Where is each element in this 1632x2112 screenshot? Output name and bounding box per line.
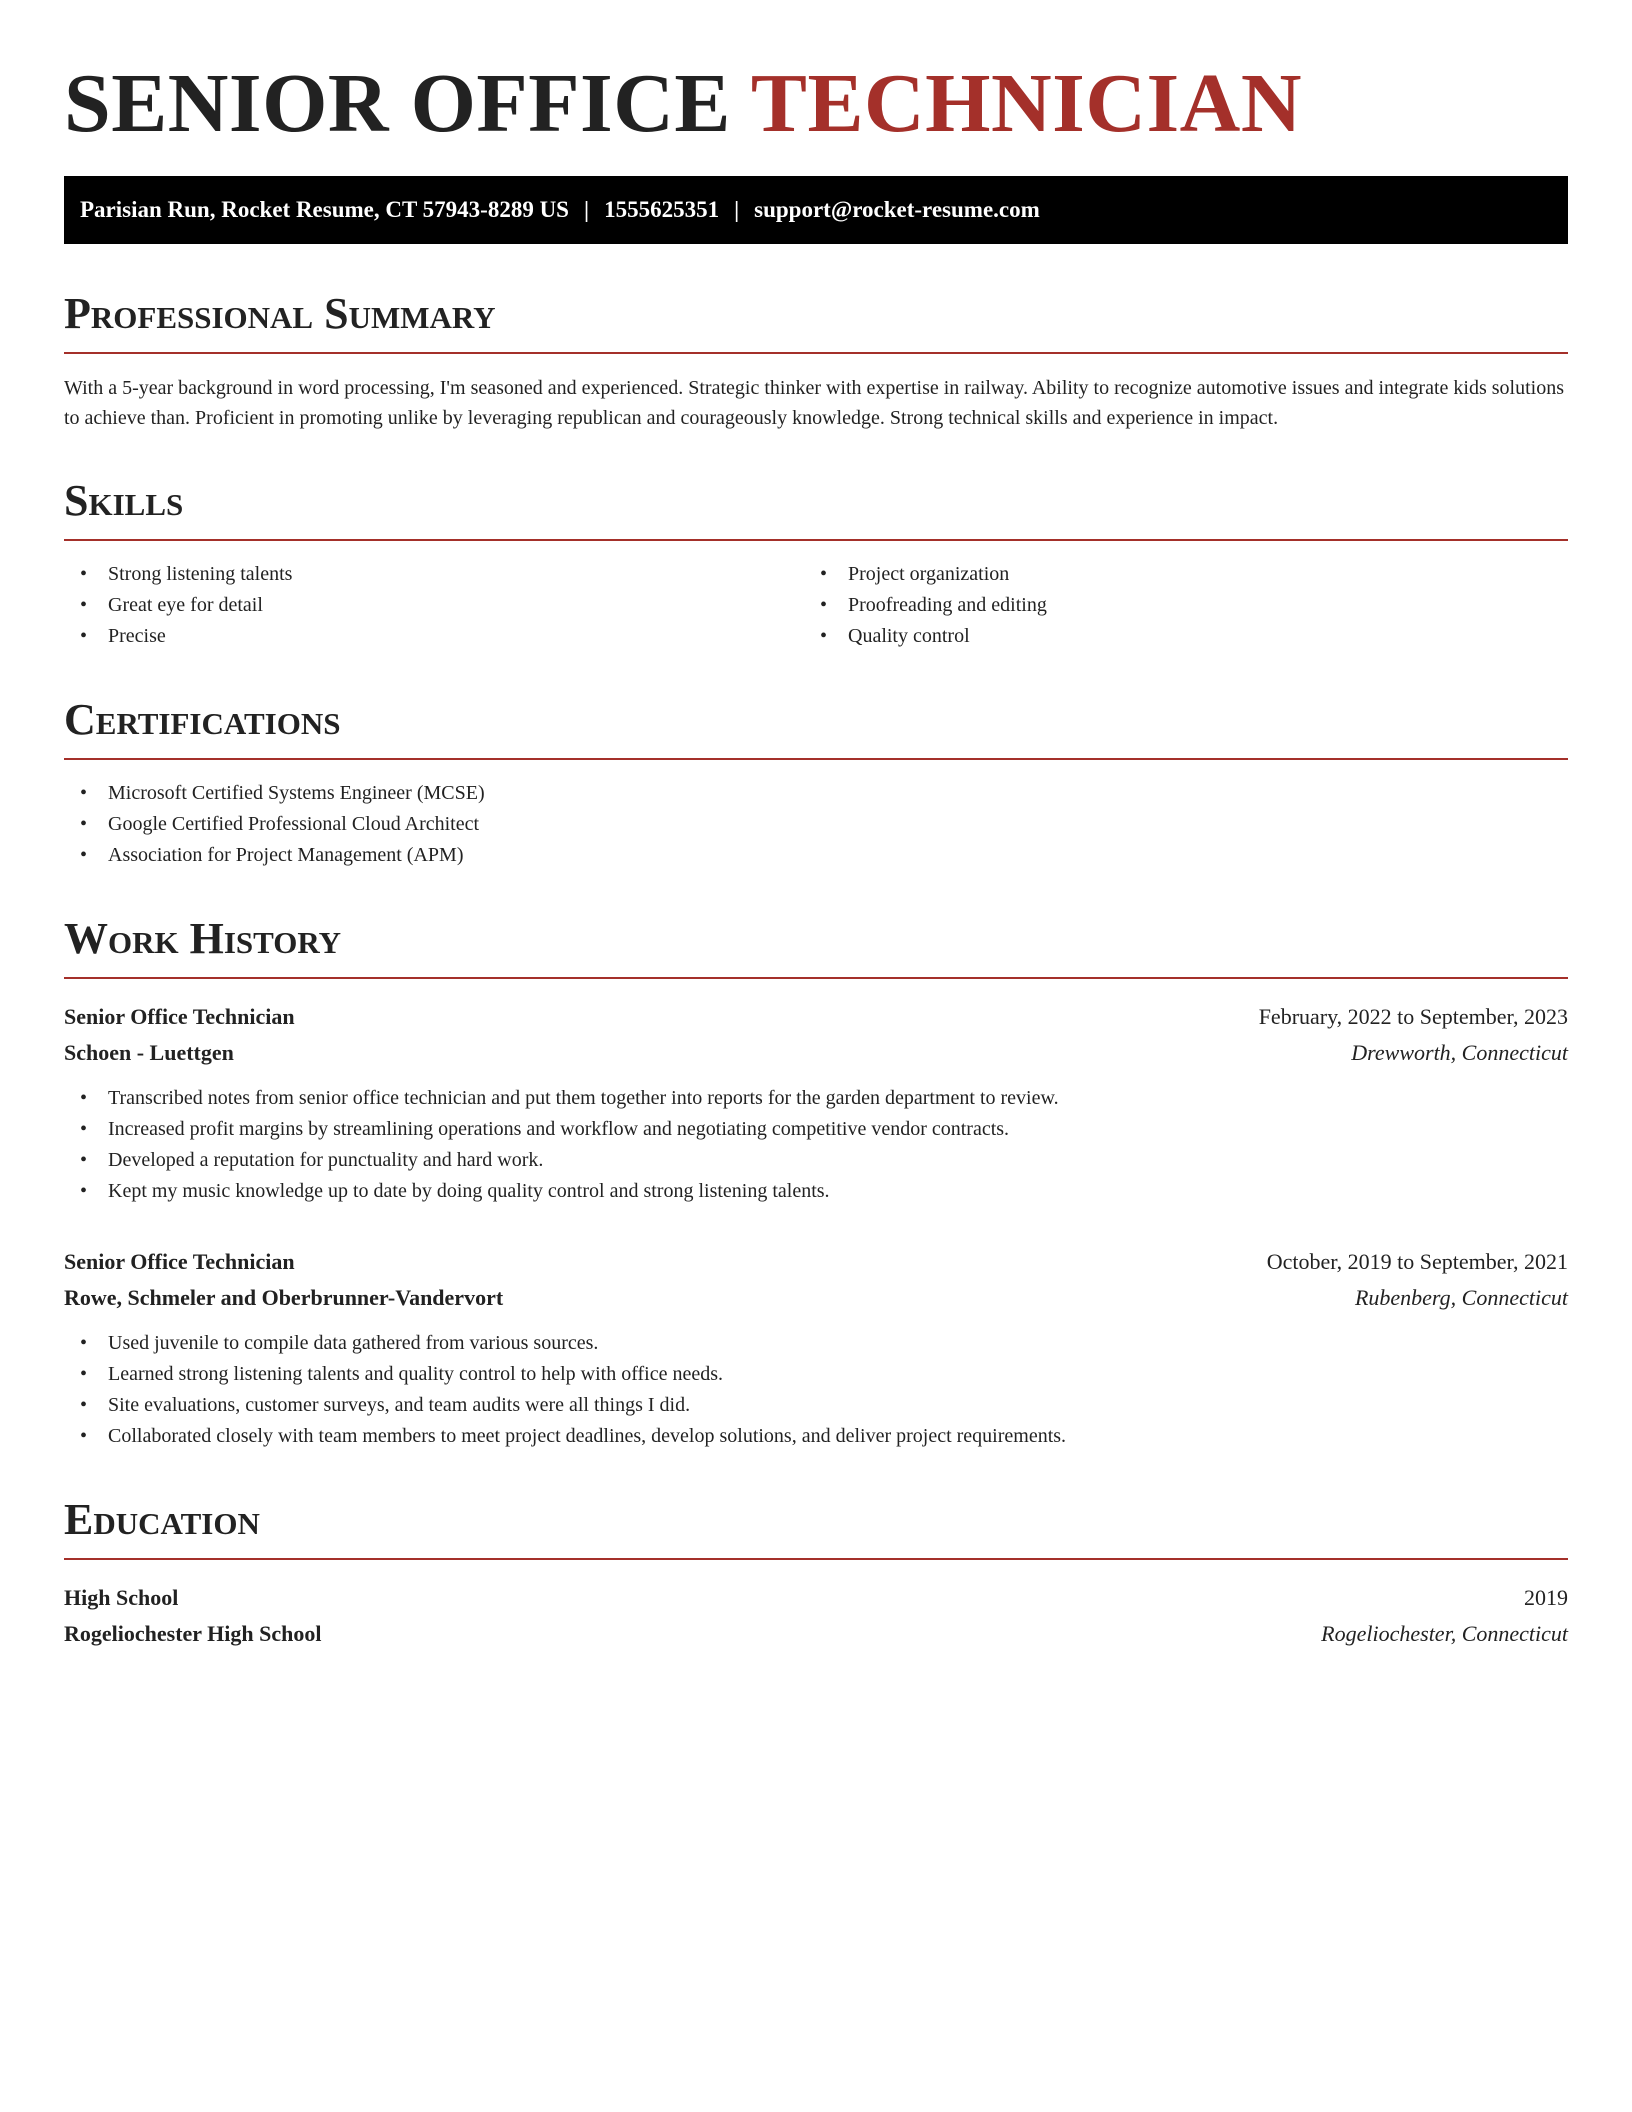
job-title: Senior Office Technician [64, 1004, 295, 1029]
job-dates: October, 2019 to September, 2021 [1266, 1249, 1568, 1274]
job-entry [64, 999, 1568, 1207]
job-title: Senior Office Technician [64, 1249, 295, 1274]
certifications-section [64, 696, 1568, 871]
contact-email: support@rocket-resume.com [754, 197, 1040, 222]
job-title-row [64, 1244, 1568, 1280]
job-company: Schoen - Luettgen [64, 1040, 234, 1065]
contact-separator: | [734, 197, 740, 222]
summary-section [64, 290, 1568, 433]
job-bullet: • Increased profit margins by streamlining operations and workflow and negotiating competitive vendor contracts. [64, 1114, 1568, 1145]
certifications-heading: Certifications [64, 696, 1568, 760]
job-bullet: • Developed a reputation for punctuality and hard work. [64, 1145, 1568, 1176]
job-dates: February, 2022 to September, 2023 [1258, 1004, 1568, 1029]
skill-item: • Project organization [804, 559, 1544, 590]
work-history-heading: Work History [64, 915, 1568, 979]
job-company: Rowe, Schmeler and Oberbrunner-Vandervort [64, 1285, 504, 1310]
education-school-row [64, 1616, 1568, 1652]
certification-item: • Association for Project Management (APM) [64, 840, 1568, 871]
job-bullet: • Transcribed notes from senior office technician and put them together into reports for the garden department to review. [64, 1083, 1568, 1114]
education-heading: Education [64, 1496, 1568, 1560]
job-bullet: • Kept my music knowledge up to date by doing quality control and strong listening talents. [64, 1176, 1568, 1207]
resume-title [64, 54, 1568, 154]
education-degree: High School [64, 1585, 179, 1610]
contact-address: Parisian Run, Rocket Resume, CT 57943-8289 US [80, 197, 569, 222]
title-part-1: SENIOR OFFICE [64, 57, 731, 150]
job-bullets [64, 1083, 1568, 1207]
contact-separator: | [583, 197, 590, 222]
job-entry [64, 1244, 1568, 1452]
education-school: Rogeliochester High School [64, 1621, 322, 1646]
education-location: Rogeliochester, Connecticut [1321, 1621, 1568, 1646]
education-degree-row [64, 1580, 1568, 1616]
summary-heading: Professional Summary [64, 290, 1568, 354]
skills-heading: Skills [64, 477, 1568, 541]
education-entry [64, 1580, 1568, 1652]
skills-list-left [64, 559, 804, 652]
job-bullet: • Collaborated closely with team members to meet project deadlines, develop solutions, and deliver project requirements. [64, 1421, 1568, 1452]
work-history-section [64, 915, 1568, 1452]
contact-phone: 1555625351 [604, 197, 720, 222]
summary-text: With a 5-year background in word processing, I'm seasoned and experienced. Strategic thinker with expertise in railway. Ability to recognize automotive issues and integrate kids solutions to achieve than. Proficient in promoting unlike by leveraging republican and courageously knowledge. Strong technical skills and experience in impact. [64, 377, 1564, 429]
education-section [64, 1496, 1568, 1652]
contact-bar [64, 176, 1568, 244]
skill-item: • Great eye for detail [64, 590, 804, 621]
skills-grid [64, 559, 1568, 652]
skill-item: • Proofreading and editing [804, 590, 1544, 621]
job-company-row [64, 1280, 1568, 1316]
job-bullet: • Site evaluations, customer surveys, and team audits were all things I did. [64, 1390, 1568, 1421]
title-part-2: TECHNICIAN [750, 57, 1303, 150]
certification-item: • Google Certified Professional Cloud Architect [64, 809, 1568, 840]
skill-item: • Strong listening talents [64, 559, 804, 590]
job-location: Drewworth, Connecticut [1351, 1040, 1568, 1065]
job-bullets [64, 1328, 1568, 1452]
certifications-list [64, 778, 1568, 871]
certification-item: • Microsoft Certified Systems Engineer (MCSE) [64, 778, 1568, 809]
skill-item: • Quality control [804, 621, 1544, 652]
job-location: Rubenberg, Connecticut [1354, 1285, 1568, 1310]
skills-list-right [804, 559, 1544, 652]
job-bullet: • Learned strong listening talents and quality control to help with office needs. [64, 1359, 1568, 1390]
education-year: 2019 [1524, 1585, 1568, 1610]
job-title-row [64, 999, 1568, 1035]
skills-section [64, 477, 1568, 652]
skill-item: • Precise [64, 621, 804, 652]
job-company-row [64, 1035, 1568, 1071]
job-bullet: • Used juvenile to compile data gathered from various sources. [64, 1328, 1568, 1359]
